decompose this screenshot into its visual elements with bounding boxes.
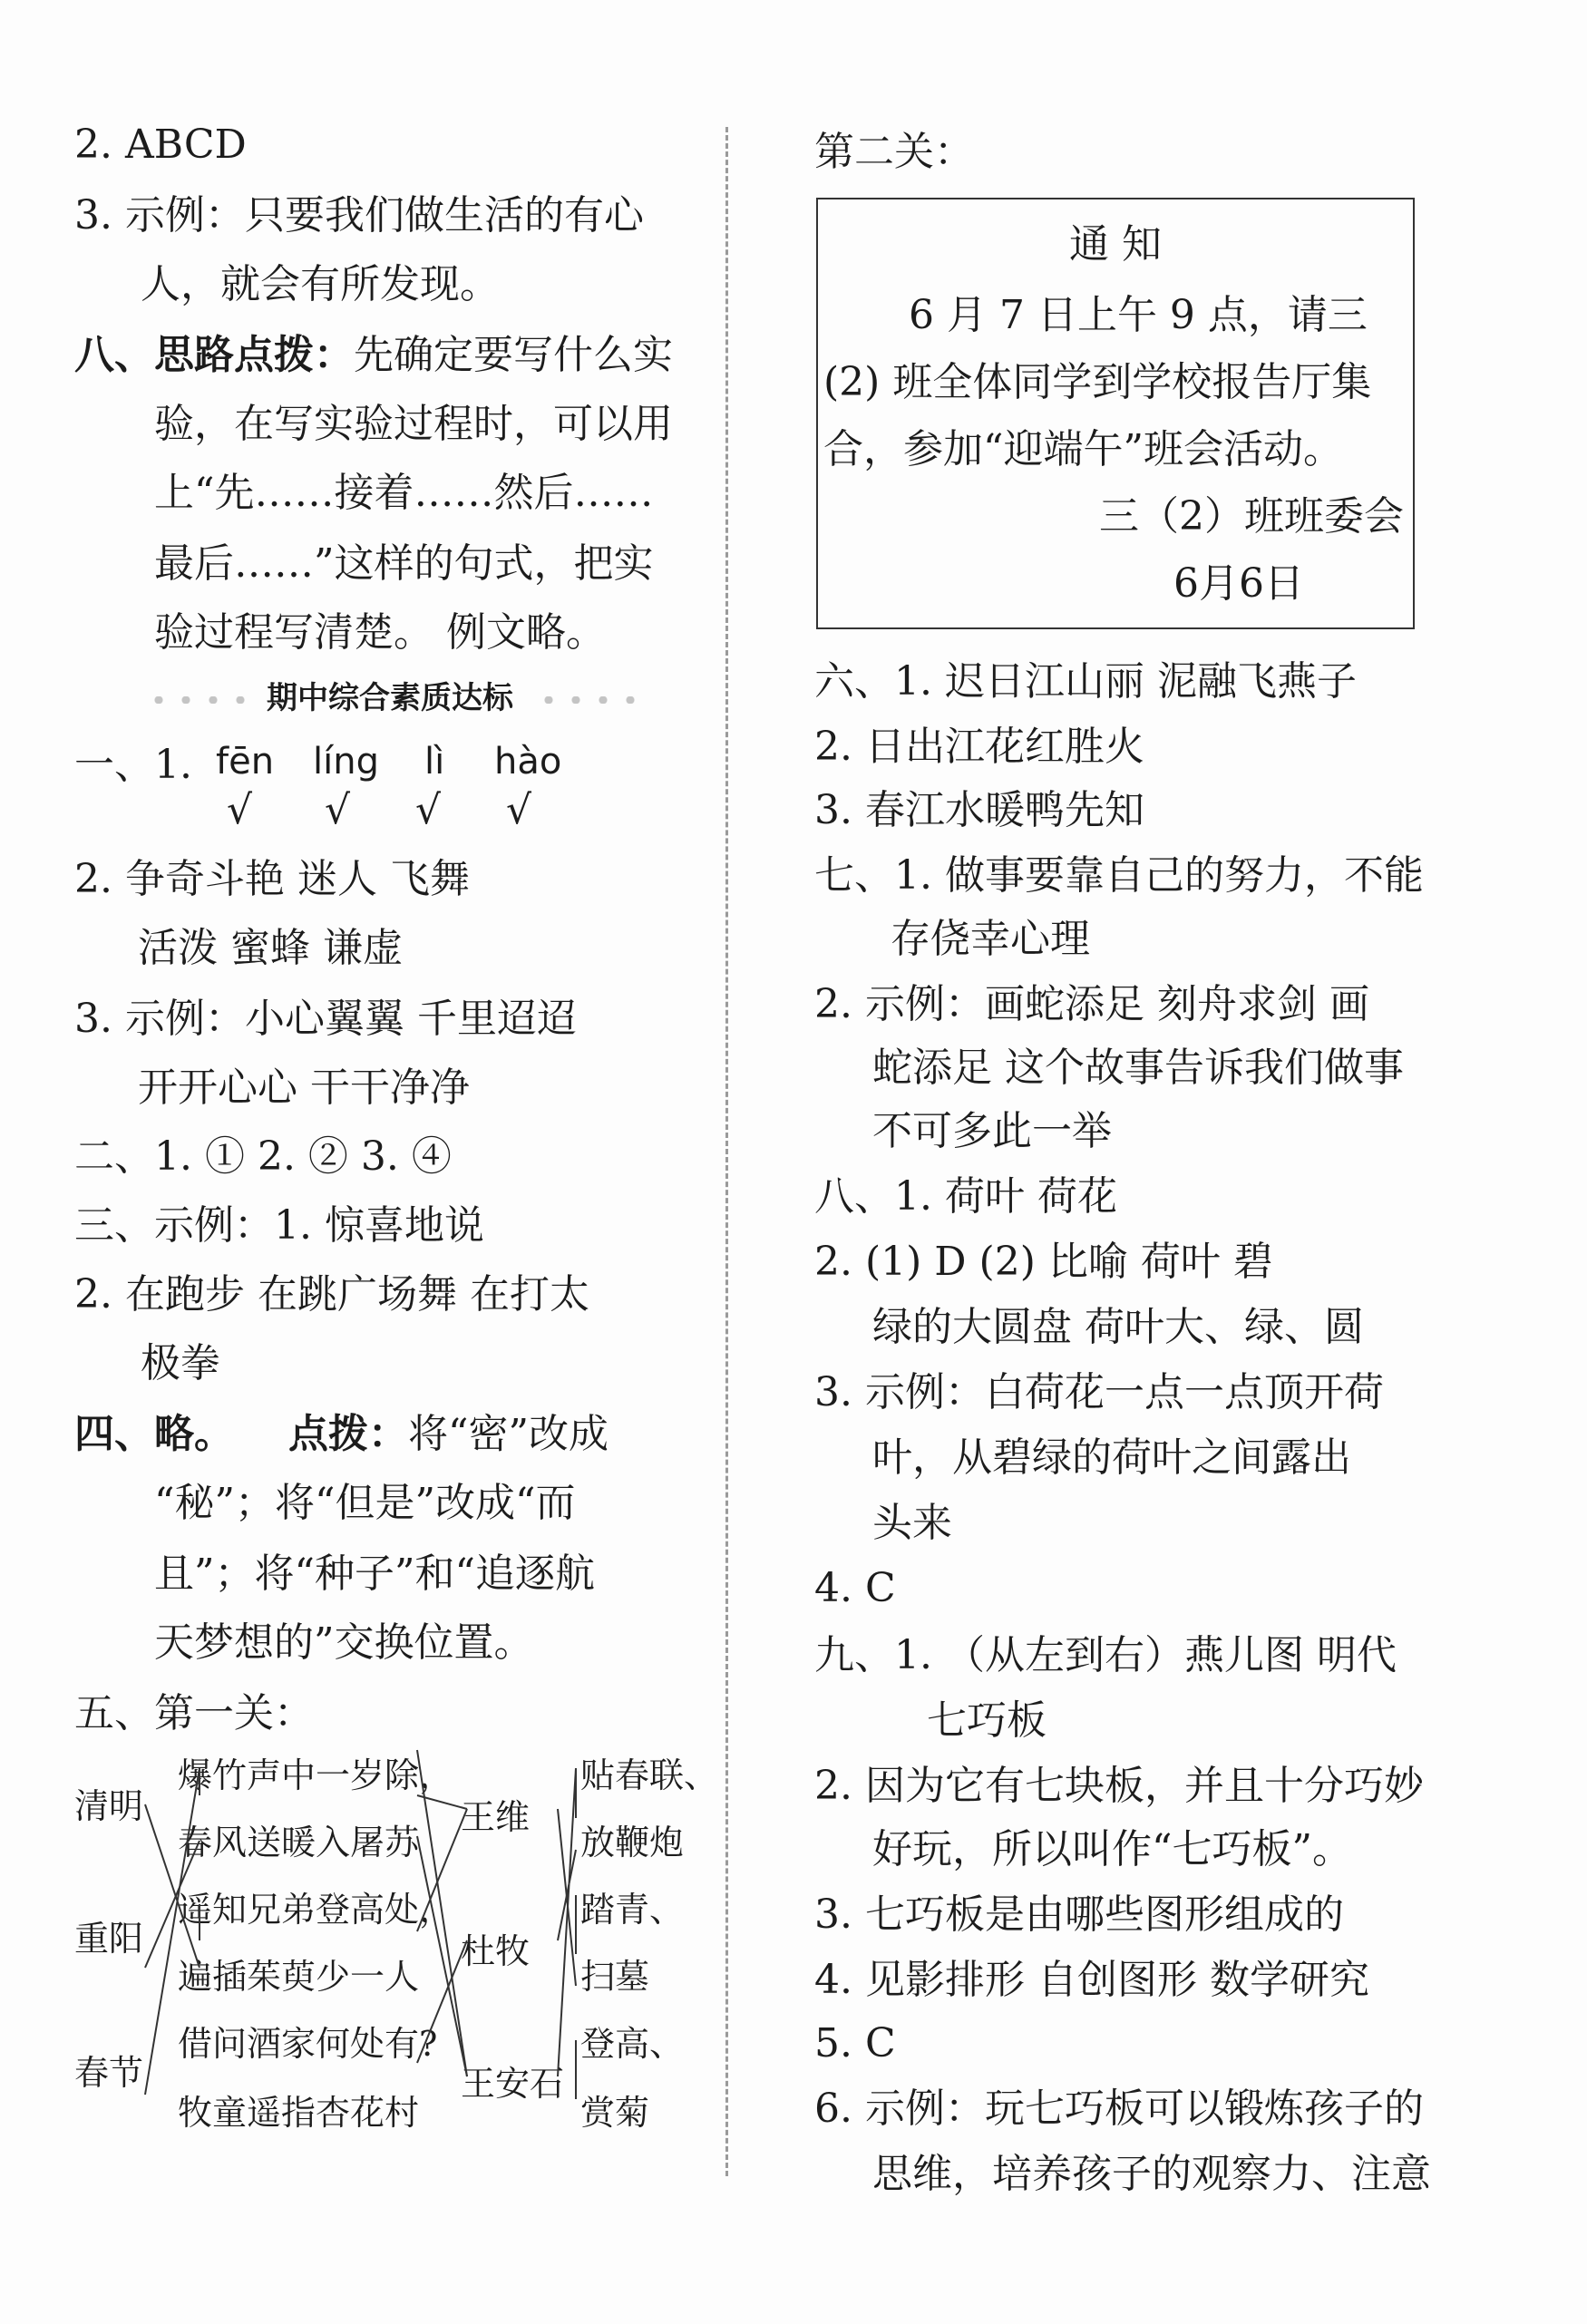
check-mark: √ [506,787,532,833]
answer-line: 2. 因为它有七块板，并且十分巧妙 [814,1763,1424,1809]
decor-dots [145,696,254,704]
notice-body: 6 月 7 日上午 9 点，请三 [909,292,1368,338]
festival-label: 清明 [74,1786,144,1826]
answer-line: 叶，从碧绿的荷叶之间露出 [872,1434,1351,1481]
poem-line: 春风送暖入屠苏 [178,1823,420,1862]
answer-line: 2. 争奇斗艳 迷人 飞舞 [74,856,470,902]
answer-line: 第二关： [814,129,974,175]
match-line [145,1841,200,1968]
answer-line: 七、1. 做事要靠自己的努力，不能 [814,852,1424,899]
answer-line: “秘”；将“但是”改成“而 [154,1480,576,1526]
notice-title: 通 知 [1069,221,1162,267]
check-mark: √ [415,787,442,833]
answer-line: 七巧板 [927,1697,1047,1744]
answer-line: 思维，培养孩子的观察力、注意 [872,2151,1431,2197]
answer-line: 极拳 [141,1340,220,1386]
pinyin-3: lì [424,741,445,783]
answer-line: 二、1. ① 2. ② 3. ④ [74,1133,452,1180]
custom-label: 登高、 [580,2024,685,2064]
custom-label: 踏青、 [580,1890,685,1930]
answer-line: 3. 示例：只要我们做生活的有心 [74,192,644,238]
answer-line: 2. (1) D (2) 比喻 荷叶 碧 [814,1239,1273,1285]
notice-body: 合，参加“迎端午”班会活动。 [823,426,1343,472]
answer-line: 验，在写实验过程时，可以用 [154,401,673,447]
festival-label: 重阳 [74,1919,144,1959]
poem-line: 借问酒家何处有? [178,2024,438,2064]
poem-line: 遍插茱萸少一人 [178,1957,420,1997]
answer-line: 3. 七巧板是由哪些图形组成的 [814,1891,1344,1938]
poem-line: 牧童遥指杏花村 [178,2093,420,2133]
check-mark: √ [325,787,351,833]
answer-line: 绿的大圆盘 荷叶大、绿、圆 [872,1304,1364,1350]
section-heading [145,673,635,724]
column-divider [725,127,728,2176]
hint-label: 点拨： [288,1411,408,1457]
answer-line: 4. 见影排形 自创图形 数学研究 [814,1957,1369,2003]
poem-line: 爆竹声中一岁除， [178,1755,454,1795]
answer-line: 八、1. 荷叶 荷花 [814,1173,1117,1220]
decor-dots [535,696,644,704]
answer-line: 3. 春江水暖鸭先知 [814,787,1144,833]
answer-line: 蛇添足 这个故事告诉我们做事 [872,1045,1404,1091]
answer-line: 存侥幸心理 [891,916,1090,962]
answer-line: 3. 示例：白荷花一点一点顶开荷 [814,1369,1384,1415]
hint-text: 先确定要写什么实 [354,332,673,378]
pinyin-1: fēn [216,741,275,783]
answer-line: 最后……”这样的句式，把实 [154,540,654,587]
festival-label: 春节 [74,2053,144,2093]
poet-label: 王安石 [461,2064,565,2104]
answer-line: 好玩，所以叫作“七巧板”。 [872,1826,1352,1872]
answer-text: 四、略。 [74,1411,234,1457]
answer-line: 不可多此一举 [872,1108,1112,1154]
notice-date: 6月6日 [1173,560,1304,607]
notice-body: (2) 班全体同学到学校报告厅集 [823,359,1372,405]
answer-line: 2. 日出江花红胜火 [814,724,1144,770]
custom-label: 放鞭炮 [580,1823,685,1862]
answer-line: 2. ABCD [74,122,247,168]
answer-line: 五、第一关： [74,1690,314,1736]
answer-line: 3. 示例：小心翼翼 千里迢迢 [74,996,577,1042]
answer-line: 2. 示例：画蛇添足 刻舟求剑 画 [814,981,1369,1027]
notice-signature: 三（2）班班委会 [1099,493,1404,540]
answer-line: 九、1. （从左到右）燕儿图 明代 [814,1632,1397,1678]
custom-label: 扫墓 [580,1957,650,1997]
answer-line [74,1409,609,1460]
matching-lines [54,1741,719,2122]
pinyin-2: líng [313,741,379,783]
answer-line: 4. C [814,1565,896,1611]
answer-line: 头来 [872,1500,952,1546]
answer-line: 天梦想的”交换位置。 [154,1619,534,1666]
answer-line: 六、1. 迟日江山丽 泥融飞燕子 [814,658,1357,705]
answer-line: 活泼 蜜蜂 谦虚 [138,925,403,971]
section-title: 期中综合素质达标 [267,680,513,716]
poet-label: 王维 [461,1797,531,1837]
custom-label: 贴春联、 [580,1755,719,1795]
answer-line: 三、示例：1. 惊喜地说 [74,1202,484,1249]
check-mark: √ [227,787,253,833]
poem-line: 遥知兄弟登高处， [178,1890,454,1930]
answer-line: 一、1. [74,742,192,788]
match-line [145,1804,200,1968]
pinyin-4: hào [494,741,562,783]
answer-line: 人，就会有所发现。 [141,261,500,307]
answer-line [74,330,673,381]
answer-line: 验过程写清楚。 例文略。 [154,609,606,656]
hint-label: 八、思路点拨： [74,332,354,378]
answer-line: 2. 在跑步 在跳广场舞 在打太 [74,1271,589,1318]
match-line [145,1768,200,2095]
answer-line: 5. C [814,2020,896,2066]
answer-line: 且”；将“种子”和“追逐航 [154,1551,595,1597]
answer-line: 开开心心 干干净净 [138,1065,470,1111]
hint-text: 将“密”改成 [408,1411,609,1457]
poet-label: 杜牧 [461,1931,531,1971]
notice-box [816,198,1415,629]
answer-line: 6. 示例：玩七巧板可以锻炼孩子的 [814,2086,1424,2132]
answer-line: 上“先……接着……然后…… [154,470,654,516]
custom-label: 赏菊 [580,2093,650,2133]
